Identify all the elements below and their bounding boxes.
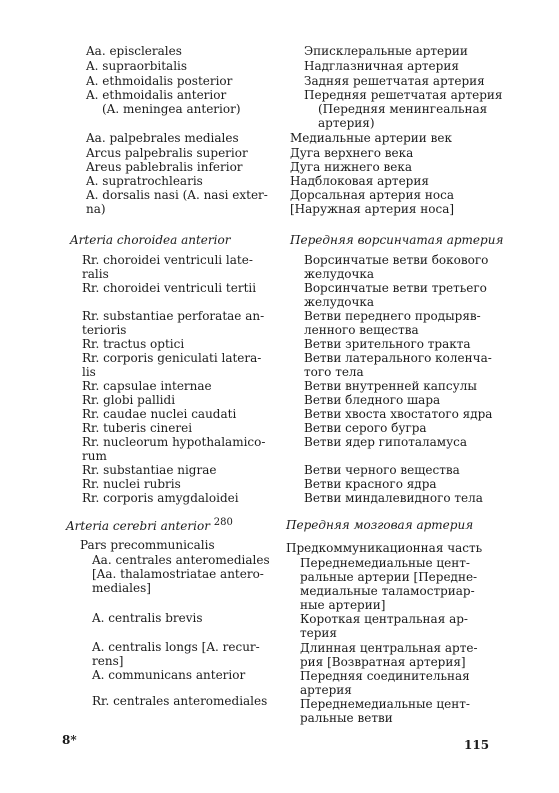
- russian-term: Ветви ядер гипоталамуса: [304, 435, 468, 449]
- russian-term: Передняя соединительная: [300, 669, 470, 683]
- footnote-marker: 280: [213, 517, 233, 528]
- russian-term: Ветви переднего продыряв-: [304, 309, 481, 323]
- latin-term: Aa. episclerales: [86, 44, 182, 58]
- russian-term: рия [Возвратная артерия]: [300, 655, 466, 669]
- latin-term: mediales]: [92, 581, 151, 595]
- russian-term: Дорсальная артерия носа: [290, 188, 454, 202]
- latin-term: lis: [82, 365, 96, 379]
- russian-term: Ветви черного вещества: [304, 463, 460, 477]
- russian-term: Ветви бледного шара: [304, 393, 441, 407]
- russian-term: Ворсинчатые ветви бокового: [304, 253, 489, 267]
- latin-term: Rr. nucleorum hypothalamico-: [82, 435, 266, 449]
- russian-term: желудочка: [304, 267, 375, 281]
- latin-term: Rr. centrales anteromediales: [92, 694, 268, 708]
- latin-term: rens]: [92, 654, 124, 668]
- page-number: 115: [464, 738, 490, 752]
- latin-term: rum: [82, 449, 107, 463]
- latin-term: [Aa. thalamostriatae antero-: [92, 567, 264, 581]
- russian-term: Медиальные артерии век: [290, 131, 452, 145]
- russian-term: Переднемедиальные цент-: [300, 556, 470, 570]
- section-heading-text: Arteria cerebri anterior: [66, 519, 210, 533]
- latin-term: ralis: [82, 267, 109, 281]
- latin-term: A. supratrochlearis: [86, 174, 203, 188]
- russian-term: Дуга верхнего века: [290, 146, 414, 160]
- latin-term: A. centralis brevis: [92, 611, 203, 625]
- russian-term: желудочка: [304, 295, 375, 309]
- russian-term: Надблоковая артерия: [290, 174, 429, 188]
- latin-term: A. ethmoidalis posterior: [86, 74, 233, 88]
- russian-term: Ветви серого бугра: [304, 421, 427, 435]
- russian-term: (Передняя менингеальная: [318, 102, 488, 116]
- latin-term: Areus pablebralis inferior: [86, 160, 243, 174]
- russian-term: Задняя решетчатая артерия: [304, 74, 485, 88]
- russian-term: ленного вещества: [304, 323, 419, 337]
- russian-term: Передняя решетчатая артерия: [304, 88, 503, 102]
- latin-term: Rr. globi pallidi: [82, 393, 176, 407]
- latin-term: Rr. substantiae perforatae an-: [82, 309, 265, 323]
- section-heading: Arteria choroidea anterior: [70, 233, 231, 247]
- latin-term: Pars precommunicalis: [80, 538, 215, 552]
- russian-term: артерия): [318, 116, 375, 130]
- russian-term: Ветви миндалевидного тела: [304, 491, 483, 505]
- russian-term: того тела: [304, 365, 364, 379]
- russian-term: Ветви латерального коленча-: [304, 351, 492, 365]
- latin-term: Rr. corporis geniculati latera-: [82, 351, 262, 365]
- russian-term: Ветви зрительного тракта: [304, 337, 471, 351]
- russian-term: терия: [300, 626, 337, 640]
- russian-term: Эписклеральные артерии: [304, 44, 468, 58]
- russian-term: Ворсинчатые ветви третьего: [304, 281, 487, 295]
- russian-term: Надглазничная артерия: [304, 59, 459, 73]
- latin-term: Rr. nuclei rubris: [82, 477, 181, 491]
- latin-term: A. ethmoidalis anterior: [86, 88, 227, 102]
- latin-term: A. centralis longs [A. recur-: [92, 640, 260, 654]
- latin-term: Rr. corporis amygdaloidei: [82, 491, 239, 505]
- latin-term: Rr. choroidei ventriculi tertii: [82, 281, 257, 295]
- section-heading: Передняя ворсинчатая артерия: [290, 233, 504, 247]
- russian-term: ные артерии]: [300, 598, 386, 612]
- russian-term: Дуга нижнего века: [290, 160, 413, 174]
- latin-term: Rr. tuberis cinerei: [82, 421, 193, 435]
- latin-term: na): [86, 202, 106, 216]
- latin-term: Rr. capsulae internae: [82, 379, 212, 393]
- russian-term: Переднемедиальные цент-: [300, 697, 470, 711]
- latin-term: A. supraorbitalis: [86, 59, 188, 73]
- latin-term: Rr. substantiae nigrae: [82, 463, 217, 477]
- latin-term: Aa. palpebrales mediales: [86, 131, 239, 145]
- latin-term: Aa. centrales anteromediales: [92, 553, 270, 567]
- signature-mark: 8*: [62, 733, 77, 747]
- russian-term: ральные ветви: [300, 711, 393, 725]
- section-heading: [66, 516, 233, 533]
- russian-term: Предкоммуникационная часть: [286, 541, 483, 555]
- latin-term: (A. meningea anterior): [102, 102, 241, 116]
- latin-term: Rr. tractus optici: [82, 337, 185, 351]
- latin-term: A. dorsalis nasi (A. nasi exter-: [86, 188, 268, 202]
- russian-term: Ветви хвоста хвостатого ядра: [304, 407, 493, 421]
- latin-term: A. communicans anterior: [92, 668, 246, 682]
- russian-term: Ветви внутренней капсулы: [304, 379, 477, 393]
- russian-term: Ветви красного ядра: [304, 477, 437, 491]
- russian-term: артерия: [300, 683, 352, 697]
- latin-term: terioris: [82, 323, 127, 337]
- latin-term: Rr. choroidei ventriculi late-: [82, 253, 253, 267]
- russian-term: медиальные таламостриар-: [300, 584, 475, 598]
- russian-term: Короткая центральная ар-: [300, 612, 468, 626]
- latin-term: Arcus palpebralis superior: [86, 146, 248, 160]
- russian-term: ральные артерии [Передне-: [300, 570, 478, 584]
- russian-term: Длинная центральная арте-: [300, 641, 478, 655]
- russian-term: [Наружная артерия носа]: [290, 202, 455, 216]
- latin-term: Rr. caudae nuclei caudati: [82, 407, 237, 421]
- section-heading: Передняя мозговая артерия: [286, 518, 474, 532]
